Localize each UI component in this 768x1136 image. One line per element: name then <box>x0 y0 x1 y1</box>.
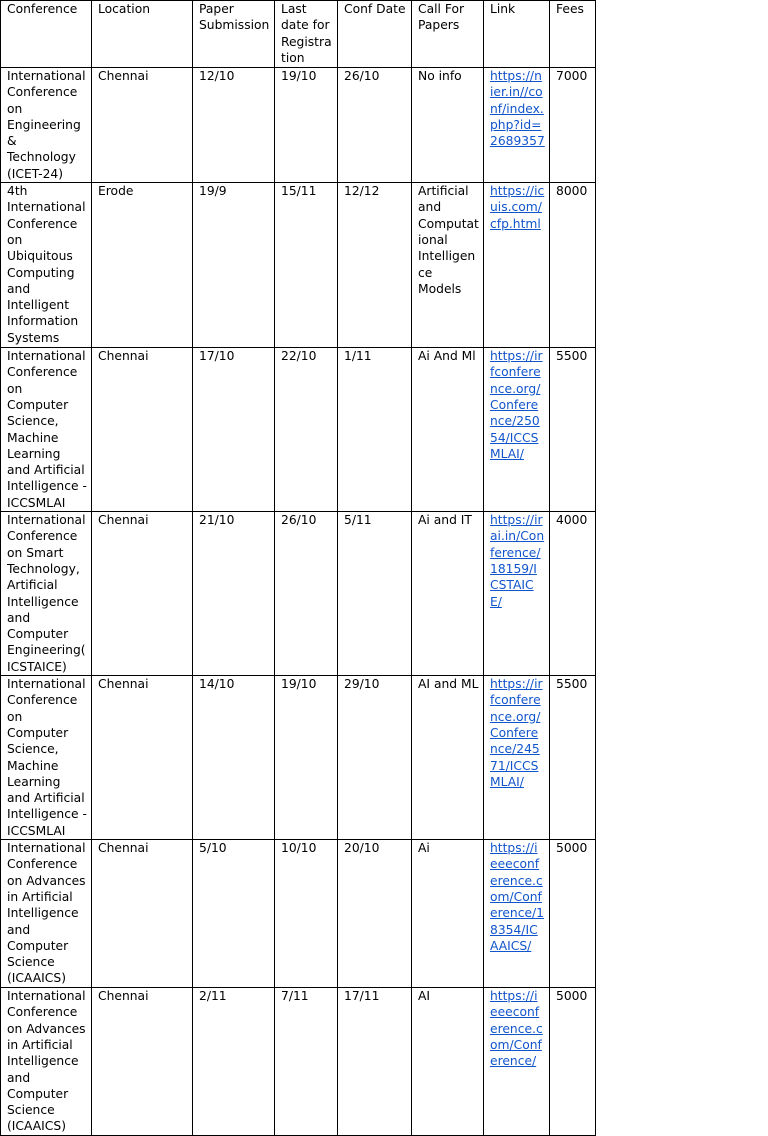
paper-submission: 17/10 <box>193 348 275 512</box>
call-for-papers: AI and ML <box>412 676 484 840</box>
conf-date: 5/11 <box>338 512 412 676</box>
last-registration: 10/10 <box>275 840 338 988</box>
location: Chennai <box>92 676 193 840</box>
fees: 5000 <box>550 988 596 1136</box>
fees: 8000 <box>550 183 596 348</box>
location: Chennai <box>92 68 193 183</box>
location: Chennai <box>92 348 193 512</box>
fees: 5000 <box>550 840 596 988</box>
paper-submission: 14/10 <box>193 676 275 840</box>
conf-date: 29/10 <box>338 676 412 840</box>
conference-name: 4th International Conference on Ubiquitous Computing and Intelligent Information Systems <box>1 183 92 348</box>
conf-date: 17/11 <box>338 988 412 1136</box>
conference-name: International Conference on Advances in Artificial Intelligence and Computer Science (ICAAICS) <box>1 840 92 988</box>
header-location: Location <box>92 1 193 68</box>
header-conference: Conference <box>1 1 92 68</box>
table-row <box>1 68 596 183</box>
conference-name: International Conference on Smart Technology, Artificial Intelligence and Computer Engineering(ICSTAICE) <box>1 512 92 676</box>
conference-link[interactable]: https://icuis.com/cfp.html <box>490 184 545 231</box>
last-registration: 26/10 <box>275 512 338 676</box>
last-registration: 19/10 <box>275 68 338 183</box>
header-paper-submission: Paper Submission <box>193 1 275 68</box>
table-row <box>1 512 596 676</box>
conf-date: 20/10 <box>338 840 412 988</box>
fees: 5500 <box>550 676 596 840</box>
conf-date: 26/10 <box>338 68 412 183</box>
table-row <box>1 840 596 988</box>
paper-submission: 5/10 <box>193 840 275 988</box>
fees: 7000 <box>550 68 596 183</box>
table-row <box>1 988 596 1136</box>
last-registration: 19/10 <box>275 676 338 840</box>
last-registration: 7/11 <box>275 988 338 1136</box>
location: Chennai <box>92 840 193 988</box>
last-registration: 22/10 <box>275 348 338 512</box>
header-call-for-papers: Call For Papers <box>412 1 484 68</box>
header-fees: Fees <box>550 1 596 68</box>
call-for-papers: Ai and IT <box>412 512 484 676</box>
paper-submission: 21/10 <box>193 512 275 676</box>
header-row <box>1 1 596 68</box>
location: Erode <box>92 183 193 348</box>
conference-name: International Conference on Advances in Artificial Intelligence and Computer Science (ICAAICS) <box>1 988 92 1136</box>
table-row <box>1 348 596 512</box>
fees: 4000 <box>550 512 596 676</box>
conference-link[interactable]: https://irfconference.org/Conference/24571/ICCSMLAI/ <box>490 677 543 789</box>
call-for-papers: Artificial and Computational Intelligence Models <box>412 183 484 348</box>
fees: 5500 <box>550 348 596 512</box>
conference-link[interactable]: https://ieeeconference.com/Conference/18354/ICAAICS/ <box>490 841 545 953</box>
conference-link[interactable]: https://nier.in//conf/index.php?id=2689357 <box>490 69 545 149</box>
paper-submission: 2/11 <box>193 988 275 1136</box>
header-link: Link <box>484 1 550 68</box>
paper-submission: 12/10 <box>193 68 275 183</box>
conference-name: International Conference on Engineering & Technology (ICET-24) <box>1 68 92 183</box>
table-row <box>1 676 596 840</box>
conference-link[interactable]: https://ieeeconference.com/Conference/ <box>490 989 543 1069</box>
conference-name: International Conference on Computer Science, Machine Learning and Artificial Intelligence - ICCSMLAI <box>1 348 92 512</box>
conf-date: 12/12 <box>338 183 412 348</box>
conference-name: International Conference on Computer Science, Machine Learning and Artificial Intelligence - ICCSMLAI <box>1 676 92 840</box>
call-for-papers: AI <box>412 988 484 1136</box>
call-for-papers: Ai And Ml <box>412 348 484 512</box>
conf-date: 1/11 <box>338 348 412 512</box>
conference-link[interactable]: https://irfconference.org/Conference/25054/ICCSMLAI/ <box>490 349 543 461</box>
call-for-papers: No info <box>412 68 484 183</box>
header-conf-date: Conf Date <box>338 1 412 68</box>
header-last-date-registration: Last date for Registration <box>275 1 338 68</box>
table-row <box>1 183 596 348</box>
last-registration: 15/11 <box>275 183 338 348</box>
conference-link[interactable]: https://irai.in/Conference/18159/ICSTAICE/ <box>490 513 545 609</box>
location: Chennai <box>92 988 193 1136</box>
paper-submission: 19/9 <box>193 183 275 348</box>
call-for-papers: Ai <box>412 840 484 988</box>
location: Chennai <box>92 512 193 676</box>
